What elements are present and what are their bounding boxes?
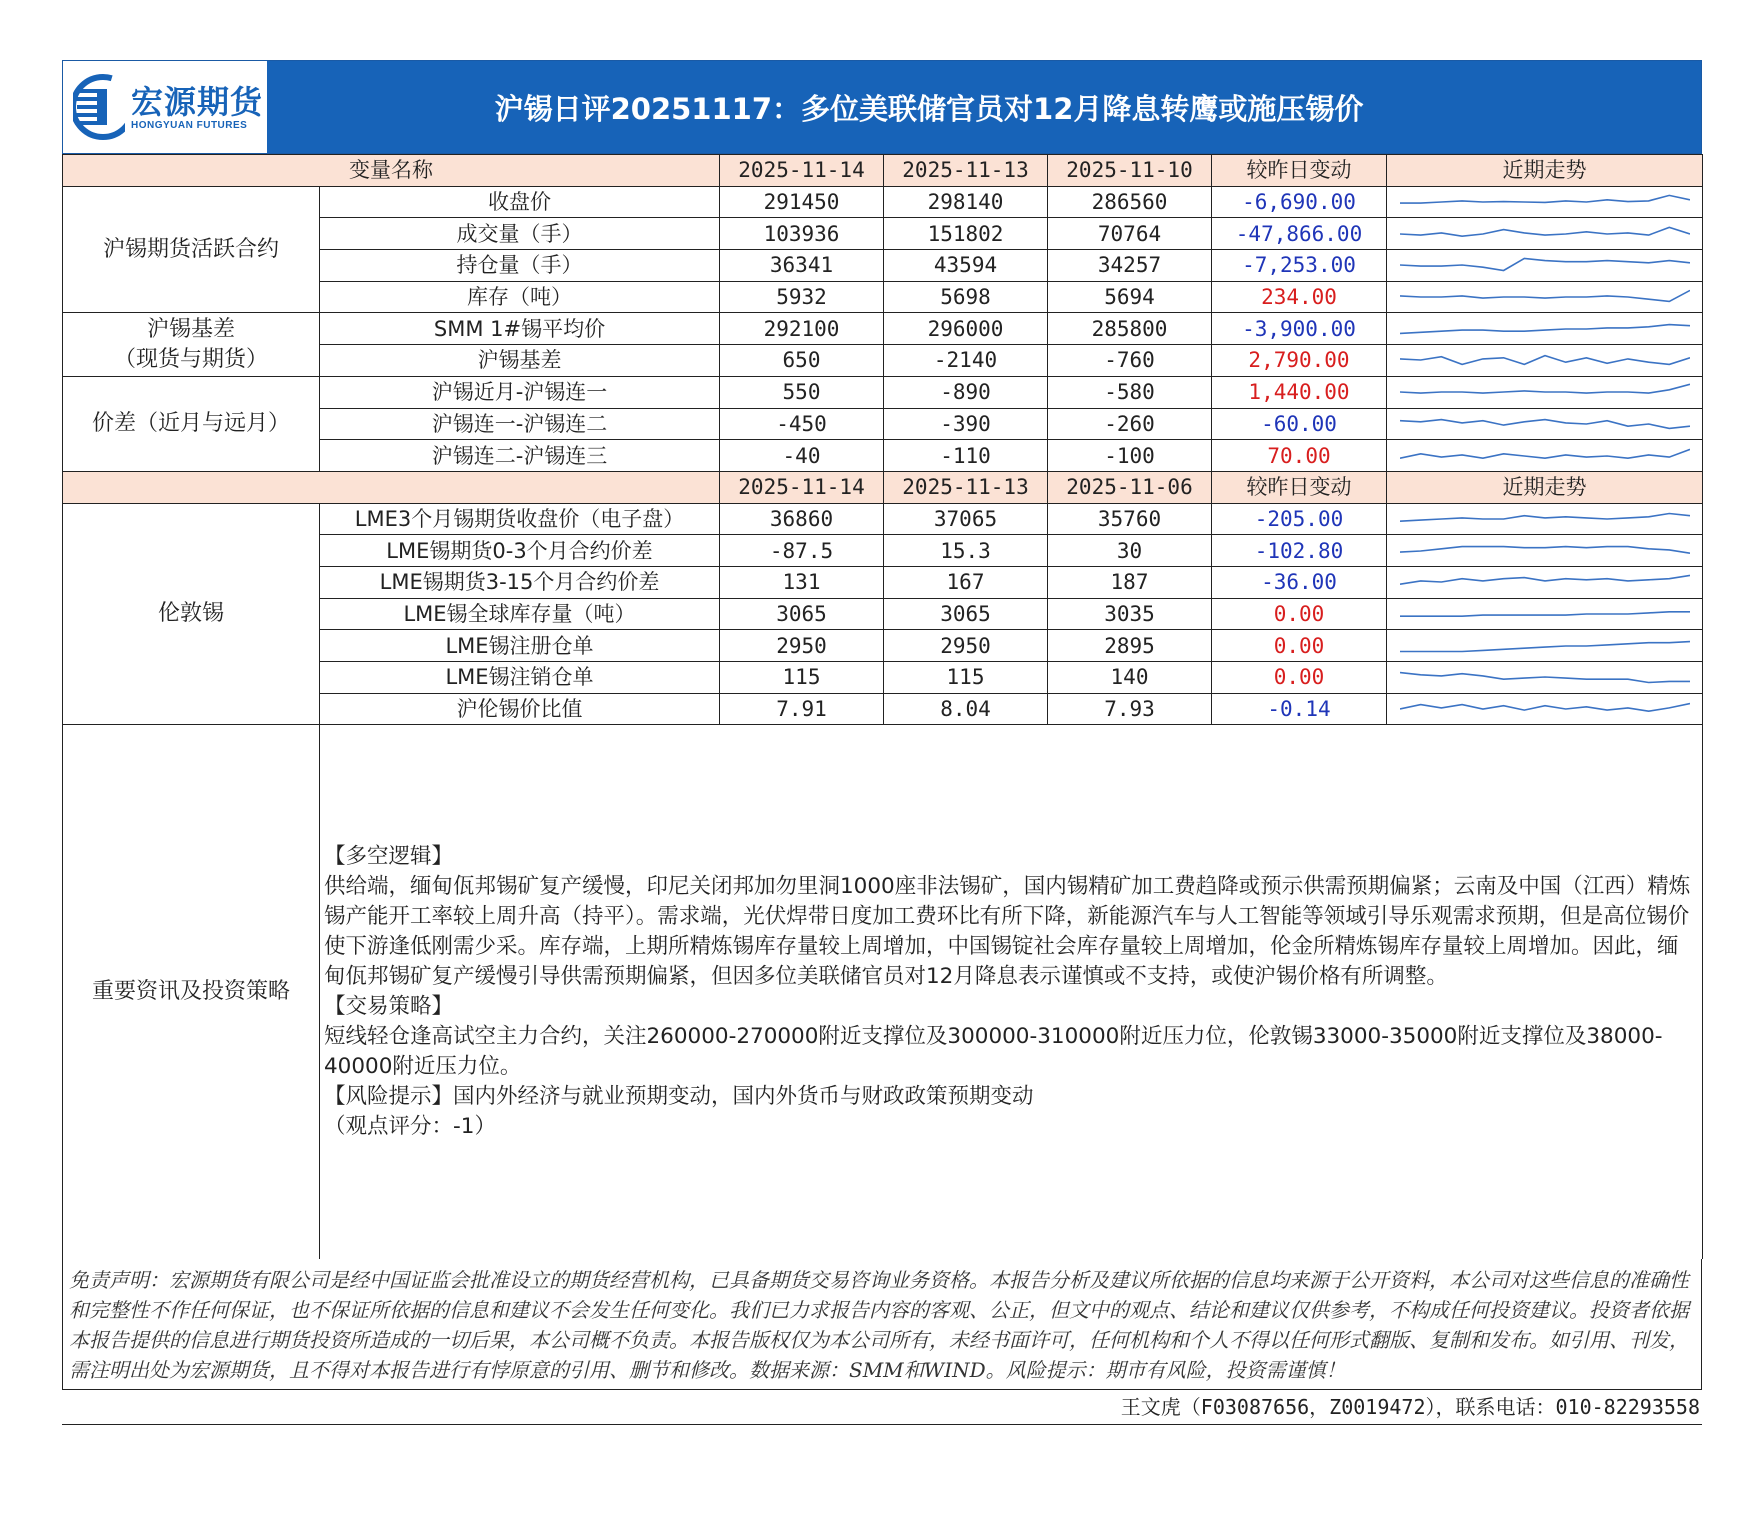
- row-name: 持仓量（手）: [320, 250, 720, 282]
- row-trend: [1387, 662, 1703, 694]
- row-trend: [1387, 218, 1703, 250]
- report-title: 沪锡日评20251117：多位美联储官员对12月降息转鹰或施压锡价: [494, 91, 1364, 126]
- category-spread: 价差（近月与远月）: [63, 376, 320, 471]
- row-name: LME锡期货0-3个月合约价差: [320, 535, 720, 567]
- row-value-1: 650: [720, 345, 884, 377]
- row-value-1: 5932: [720, 281, 884, 313]
- sparkline-13: [1400, 635, 1690, 657]
- report-sheet: [62, 60, 1702, 1425]
- row-change: 1,440.00: [1212, 376, 1387, 408]
- row-change: 0.00: [1212, 630, 1387, 662]
- disclaimer: 免责声明：宏源期货有限公司是经中国证监会批准设立的期货经营机构，已具备期货交易咨询业务资格。本报告分析及建议所依据的信息均来源于公开资料，本公司对这些信息的准确性和完整性不作任何保证，也不保证所依据的信息和建议不会发生任何变化。我们已力求报告内容的客观、公正，但文中的观点、结论和建议仅供参考，不构成任何投资建议。投资者依据本报告提供的信息进行期货投资所造成的一切后果，本公司概不负责。本报告版权仅为本公司所有，未经书面许可，任何机构和个人不得以任何形式翻版、复制和发布。如引用、刊发，需注明出处为宏源期货，且不得对本报告进行有悖原意的引用、删节和修改。数据来源：SMM和WIND。风险提示：期市有风险，投资需谨慎！: [62, 1259, 1702, 1390]
- category-basis-l1: 沪锡基差: [146, 316, 235, 342]
- header-change: 较昨日变动: [1212, 155, 1387, 187]
- table-row: [63, 313, 1703, 345]
- row-value-1: -87.5: [720, 535, 884, 567]
- row-value-1: -450: [720, 408, 884, 440]
- sparkline-12: [1400, 603, 1690, 625]
- sparkline-9: [1400, 508, 1690, 530]
- header2-trend: 近期走势: [1387, 471, 1703, 503]
- row-value-2: 37065: [884, 503, 1048, 535]
- row-trend: [1387, 440, 1703, 472]
- strategy-row: [63, 725, 1703, 1260]
- row-change: -102.80: [1212, 535, 1387, 567]
- table-row: [63, 186, 1703, 218]
- row-value-3: 30: [1048, 535, 1212, 567]
- row-value-1: 36341: [720, 250, 884, 282]
- row-value-3: 187: [1048, 566, 1212, 598]
- row-value-1: 550: [720, 376, 884, 408]
- row-trend: [1387, 566, 1703, 598]
- sparkline-0: [1400, 191, 1690, 213]
- header2-date-2: 2025-11-13: [884, 471, 1048, 503]
- row-name: 沪锡基差: [320, 345, 720, 377]
- row-value-2: 43594: [884, 250, 1048, 282]
- analyst-contact: 王文虎（F03087656，Z0019472），联系电话：010-82293558: [62, 1390, 1702, 1425]
- row-change: -7,253.00: [1212, 250, 1387, 282]
- row-value-1: 7.91: [720, 693, 884, 725]
- row-value-2: 8.04: [884, 693, 1048, 725]
- row-value-1: -40: [720, 440, 884, 472]
- sparkline-3: [1400, 286, 1690, 308]
- row-change: -0.14: [1212, 693, 1387, 725]
- row-change: 70.00: [1212, 440, 1387, 472]
- row-value-1: 3065: [720, 598, 884, 630]
- row-name: 收盘价: [320, 186, 720, 218]
- row-trend: [1387, 598, 1703, 630]
- category-basis: [63, 313, 320, 376]
- row-value-1: 291450: [720, 186, 884, 218]
- row-value-3: 2895: [1048, 630, 1212, 662]
- row-name: 沪锡连一-沪锡连二: [320, 408, 720, 440]
- row-trend: [1387, 281, 1703, 313]
- header-row-london: [63, 471, 1703, 503]
- row-value-3: -760: [1048, 345, 1212, 377]
- header-row-domestic: [63, 155, 1703, 187]
- row-value-1: 103936: [720, 218, 884, 250]
- sparkline-14: [1400, 666, 1690, 688]
- row-value-3: 34257: [1048, 250, 1212, 282]
- row-name: LME锡注册仓单: [320, 630, 720, 662]
- header-trend: 近期走势: [1387, 155, 1703, 187]
- row-value-3: 3035: [1048, 598, 1212, 630]
- sparkline-10: [1400, 540, 1690, 562]
- row-value-2: -2140: [884, 345, 1048, 377]
- row-trend: [1387, 503, 1703, 535]
- strategy-heading-logic: 【多空逻辑】: [324, 844, 454, 870]
- strategy-text: [320, 725, 1703, 1260]
- row-change: 2,790.00: [1212, 345, 1387, 377]
- row-trend: [1387, 313, 1703, 345]
- row-name: LME3个月锡期货收盘价（电子盘）: [320, 503, 720, 535]
- row-name: 成交量（手）: [320, 218, 720, 250]
- row-value-2: 2950: [884, 630, 1048, 662]
- row-name: LME锡期货3-15个月合约价差: [320, 566, 720, 598]
- row-trend: [1387, 408, 1703, 440]
- data-table: [62, 154, 1703, 1259]
- row-trend: [1387, 186, 1703, 218]
- sparkline-15: [1400, 698, 1690, 720]
- row-value-3: 285800: [1048, 313, 1212, 345]
- table-row: [63, 376, 1703, 408]
- sparkline-6: [1400, 381, 1690, 403]
- row-name: 沪伦锡价比值: [320, 693, 720, 725]
- row-change: -6,690.00: [1212, 186, 1387, 218]
- header2-date-3: 2025-11-06: [1048, 471, 1212, 503]
- category-basis-l2: （现货与期货）: [113, 346, 268, 372]
- row-value-2: 15.3: [884, 535, 1048, 567]
- row-name: 沪锡近月-沪锡连一: [320, 376, 720, 408]
- row-change: -47,866.00: [1212, 218, 1387, 250]
- title-banner: [62, 60, 1702, 154]
- row-value-2: 3065: [884, 598, 1048, 630]
- sparkline-7: [1400, 413, 1690, 435]
- row-value-3: -260: [1048, 408, 1212, 440]
- row-change: -205.00: [1212, 503, 1387, 535]
- row-value-3: 70764: [1048, 218, 1212, 250]
- sparkline-8: [1400, 445, 1690, 467]
- category-london: 伦敦锡: [63, 503, 320, 725]
- strategy-heading-trade: 【交易策略】: [324, 994, 454, 1020]
- row-trend: [1387, 693, 1703, 725]
- row-change: -60.00: [1212, 408, 1387, 440]
- row-change: 0.00: [1212, 662, 1387, 694]
- logo-en-text: HONGYUAN FUTURES: [131, 119, 248, 131]
- logo-cn-text: 宏源期货: [131, 82, 264, 121]
- header2-change: 较昨日变动: [1212, 471, 1387, 503]
- header-date-3: 2025-11-10: [1048, 155, 1212, 187]
- sparkline-1: [1400, 223, 1690, 245]
- row-value-3: -100: [1048, 440, 1212, 472]
- sparkline-11: [1400, 571, 1690, 593]
- row-value-1: 115: [720, 662, 884, 694]
- row-change: -36.00: [1212, 566, 1387, 598]
- row-trend: [1387, 535, 1703, 567]
- row-trend: [1387, 345, 1703, 377]
- strategy-risk: 【风险提示】国内外经济与就业预期变动，国内外货币与财政政策预期变动: [324, 1084, 1034, 1110]
- row-change: 0.00: [1212, 598, 1387, 630]
- row-name: 库存（吨）: [320, 281, 720, 313]
- row-value-2: 5698: [884, 281, 1048, 313]
- row-name: LME锡注销仓单: [320, 662, 720, 694]
- row-value-1: 131: [720, 566, 884, 598]
- category-strategy: 重要资讯及投资策略: [63, 725, 320, 1260]
- table-row: [63, 503, 1703, 535]
- row-value-2: -110: [884, 440, 1048, 472]
- header-var-name: 变量名称: [63, 155, 720, 187]
- row-value-2: 296000: [884, 313, 1048, 345]
- header2-date-1: 2025-11-14: [720, 471, 884, 503]
- row-value-3: 7.93: [1048, 693, 1212, 725]
- row-value-1: 292100: [720, 313, 884, 345]
- category-active-contract: 沪锡期货活跃合约: [63, 186, 320, 313]
- row-change: 234.00: [1212, 281, 1387, 313]
- company-logo: [63, 61, 267, 153]
- row-trend: [1387, 630, 1703, 662]
- row-value-3: 140: [1048, 662, 1212, 694]
- row-value-3: 35760: [1048, 503, 1212, 535]
- row-name: 沪锡连二-沪锡连三: [320, 440, 720, 472]
- row-name: LME锡全球库存量（吨）: [320, 598, 720, 630]
- row-value-2: 167: [884, 566, 1048, 598]
- hongyuan-logo-icon: [73, 67, 125, 147]
- row-change: -3,900.00: [1212, 313, 1387, 345]
- header-blank: [63, 471, 720, 503]
- sparkline-4: [1400, 318, 1690, 340]
- row-value-1: 36860: [720, 503, 884, 535]
- row-value-3: -580: [1048, 376, 1212, 408]
- sparkline-2: [1400, 254, 1690, 276]
- row-value-2: -390: [884, 408, 1048, 440]
- header-date-2: 2025-11-13: [884, 155, 1048, 187]
- strategy-score: （观点评分：-1）: [324, 1114, 496, 1140]
- row-trend: [1387, 376, 1703, 408]
- row-value-2: 151802: [884, 218, 1048, 250]
- row-value-2: -890: [884, 376, 1048, 408]
- row-name: SMM 1#锡平均价: [320, 313, 720, 345]
- strategy-trade-paragraph: 短线轻仓逢高试空主力合约，关注260000-270000附近支撑位及300000-310000附近压力位，伦敦锡33000-35000附近支撑位及38000-40000附近压力位。: [324, 1024, 1663, 1080]
- row-value-2: 298140: [884, 186, 1048, 218]
- strategy-logic-paragraph: 供给端，缅甸佤邦锡矿复产缓慢，印尼关闭邦加勿里洞1000座非法锡矿，国内锡精矿加工费趋降或预示供需预期偏紧；云南及中国（江西）精炼锡产能开工率较上周升高（持平）。需求端，光伏焊带日度加工费环比有所下降，新能源汽车与人工智能等领域引导乐观需求预期，但是高位锡价使下游逢低刚需少采。库存端，上期所精炼锡库存量较上周增加，中国锡锭社会库存量较上周增加，伦金所精炼锡库存量较上周增加。因此，缅甸佤邦锡矿复产缓慢引导供需预期偏紧，但因多位美联储官员对12月降息表示谨慎或不支持，或使沪锡价格有所调整。: [324, 874, 1691, 990]
- sparkline-5: [1400, 349, 1690, 371]
- row-value-1: 2950: [720, 630, 884, 662]
- row-value-2: 115: [884, 662, 1048, 694]
- header-date-1: 2025-11-14: [720, 155, 884, 187]
- row-value-3: 5694: [1048, 281, 1212, 313]
- row-trend: [1387, 250, 1703, 282]
- row-value-3: 286560: [1048, 186, 1212, 218]
